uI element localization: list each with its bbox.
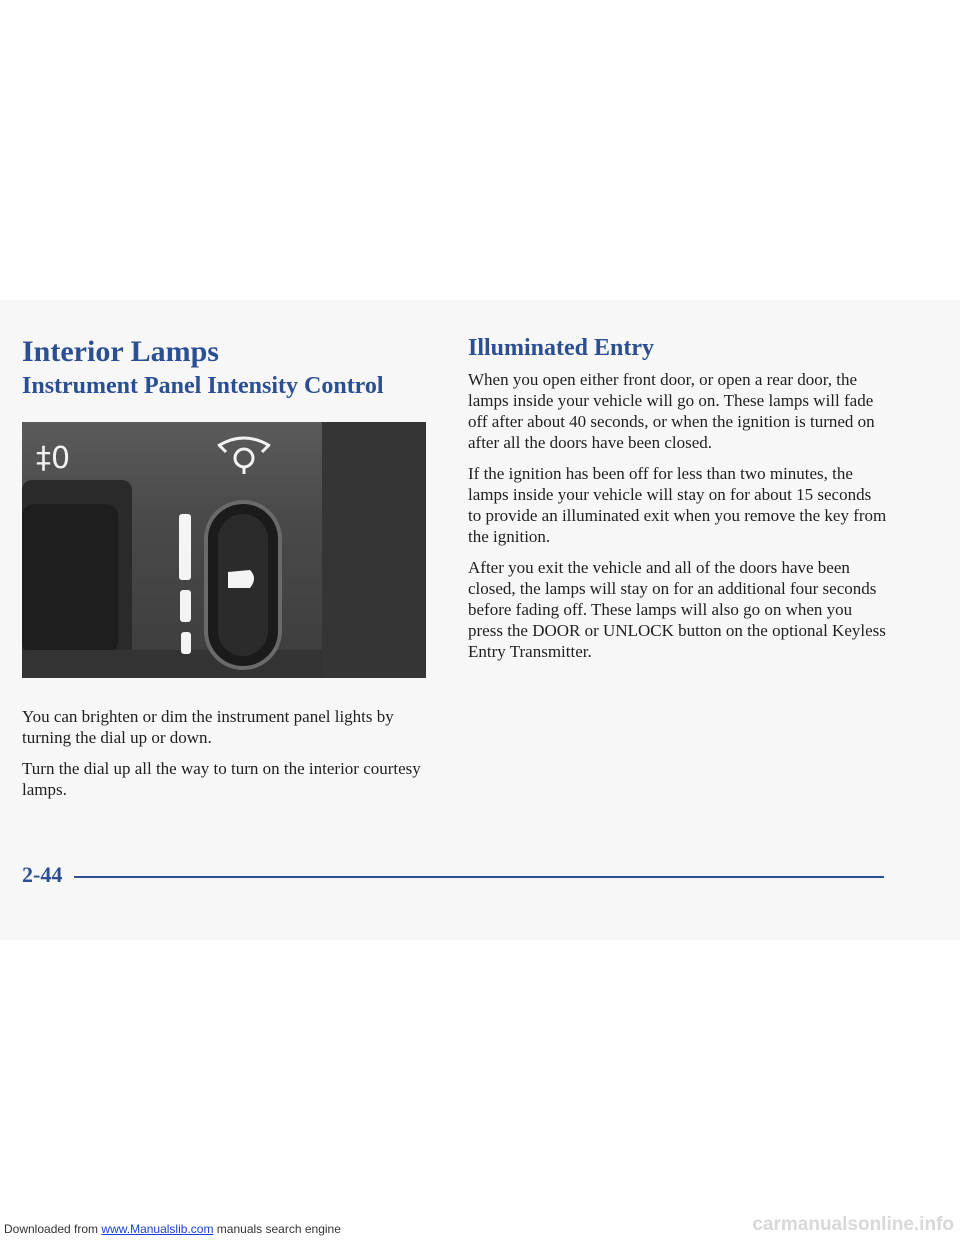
paragraph: If the ignition has been off for less than two minutes, the lamps inside your vehicle will stay on for about 15 seconds to provide an illuminated exit when you remove the key from the ignition. <box>468 464 887 546</box>
scale-mark-low <box>181 632 191 654</box>
illuminated-entry-heading: Illuminated Entry <box>468 335 655 361</box>
paragraph: Turn the dial up all the way to turn on the interior courtesy lamps. <box>22 759 421 799</box>
courtesy-lamp-icon <box>218 438 270 474</box>
dial-indicator <box>228 570 254 588</box>
dimmer-symbol-icon: ‡0 <box>36 441 71 476</box>
right-body <box>468 369 888 672</box>
footer-suffix: manuals search engine <box>216 1222 341 1236</box>
dial-photo <box>22 422 426 678</box>
scale-mark-high <box>179 514 191 580</box>
download-footer <box>4 1222 341 1236</box>
page-number: 2-44 <box>22 862 63 887</box>
section-heading: Interior Lamps <box>22 335 219 368</box>
scale-mark-mid <box>180 590 191 622</box>
paragraph: After you exit the vehicle and all of the doors have been closed, the lamps will stay on for an additional four seconds before fading off. These lamps will also go on when you press the DOOR or UNLOCK button on the optional Keyless Entry Transmitter. <box>468 558 886 661</box>
watermark: carmanualsonline.info <box>752 1214 954 1235</box>
page-rule <box>74 876 884 878</box>
paragraph: You can brighten or dim the instrument panel lights by turning the dial up or down. <box>22 707 394 747</box>
subsection-heading: Instrument Panel Intensity Control <box>22 373 384 399</box>
dial-photo-illustration <box>22 422 426 678</box>
manualslib-link[interactable]: www.Manualslib.com <box>101 1222 214 1236</box>
paragraph: When you open either front door, or open a rear door, the lamps inside your vehicle will go on. These lamps will fade off after about 40 seconds, or when the ignition is turned on after all the doors have been closed. <box>468 370 875 452</box>
left-body <box>22 706 432 810</box>
footer-prefix: Downloaded from <box>4 1222 99 1236</box>
